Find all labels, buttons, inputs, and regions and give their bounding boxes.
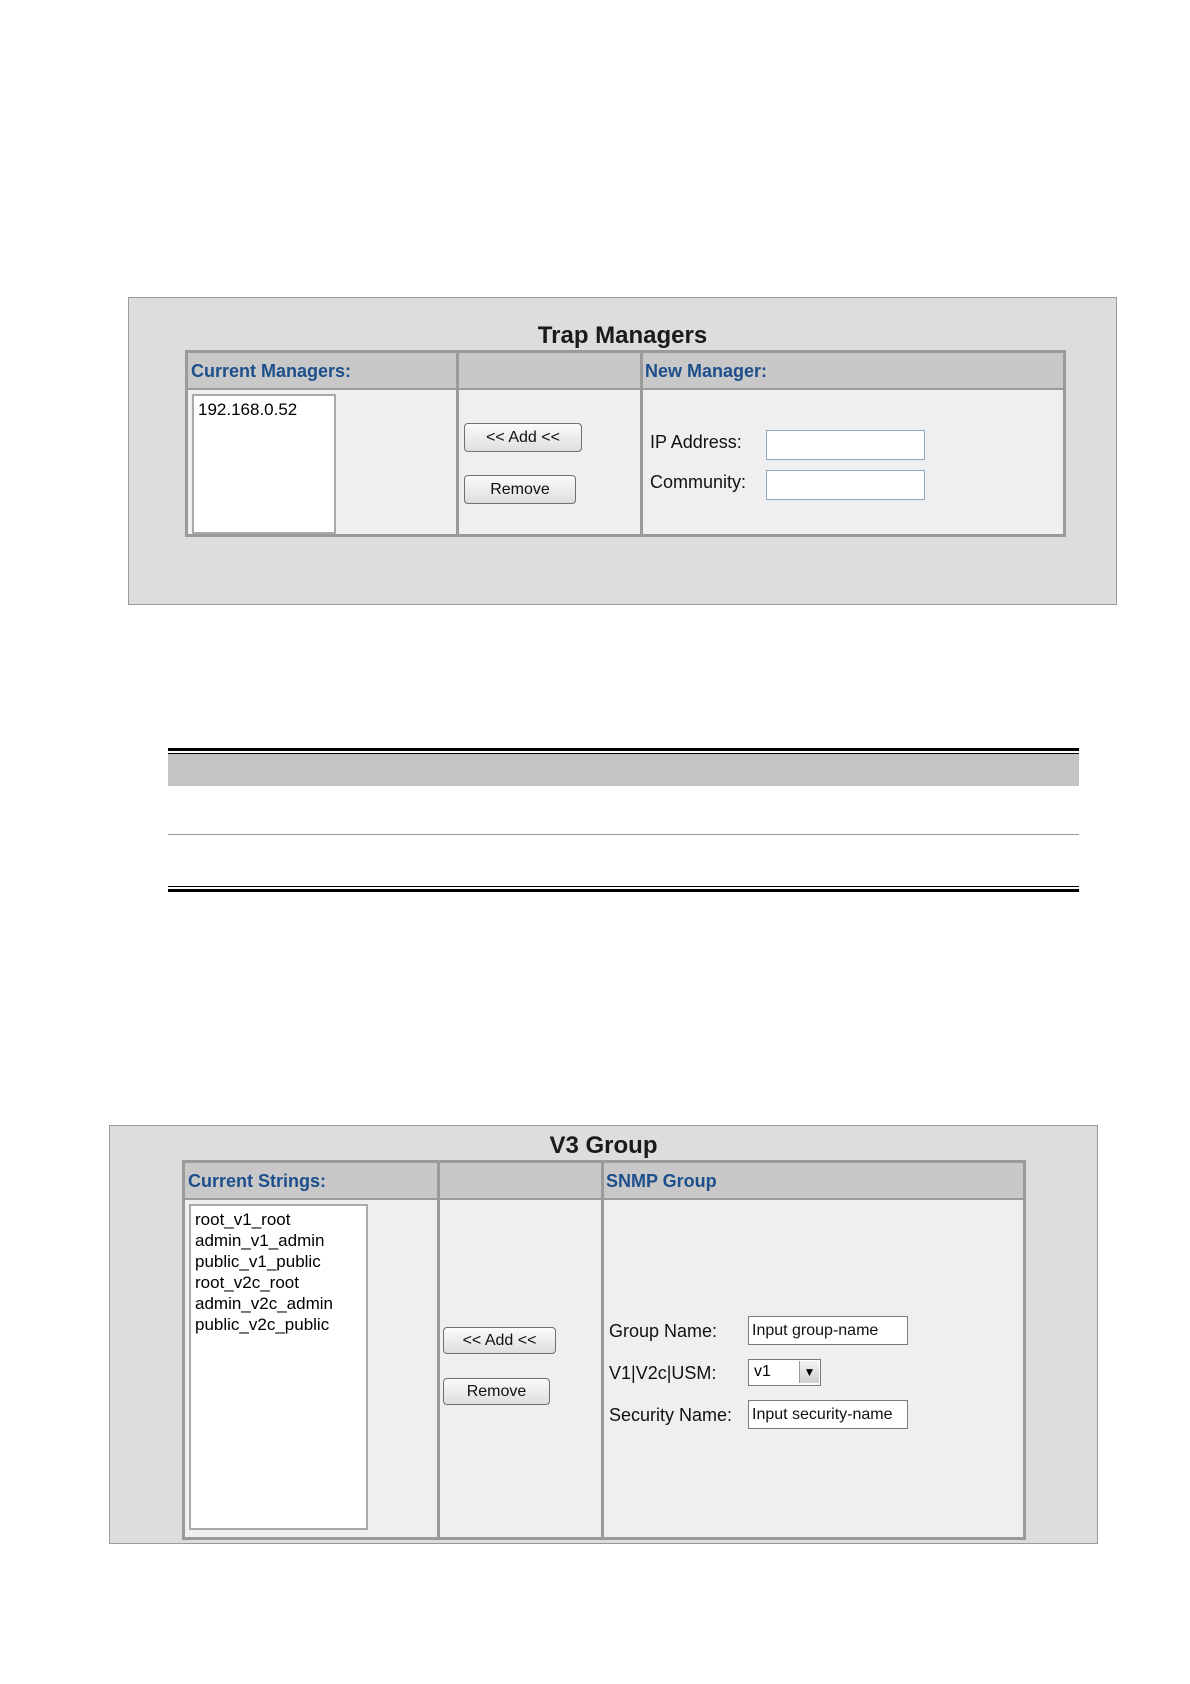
model-label: V1|V2c|USM: [609,1363,717,1383]
add-manager-button[interactable]: << Add << [464,423,582,452]
snmp-group-header: SNMP Group [603,1163,1023,1200]
trap-managers-panel [128,297,1117,605]
trap-managers-title: Trap Managers [537,322,708,349]
table-bottom-rule-thin [168,886,1079,887]
list-item[interactable]: 192.168.0.52 [198,400,298,419]
v3-group-panel [109,1125,1098,1544]
current-strings-list[interactable] [189,1204,368,1530]
list-item[interactable]: root_v2c_root [195,1273,299,1292]
table-top-rule [168,748,1079,751]
list-item[interactable]: admin_v1_admin [195,1231,325,1250]
column-divider [640,353,643,534]
v3-group-title: V3 Group [549,1132,658,1159]
table-divider [168,834,1079,835]
middle-header [439,1163,603,1200]
middle-header [458,353,642,390]
remove-group-button[interactable]: Remove [443,1378,550,1405]
current-managers-header: Current Managers: [188,353,458,390]
list-item[interactable]: public_v1_public [195,1252,321,1271]
column-divider [601,1163,604,1537]
group-name-label: Group Name: [609,1321,718,1341]
list-item[interactable]: admin_v2c_admin [195,1294,333,1313]
remove-manager-button[interactable]: Remove [464,475,576,504]
ip-address-input[interactable] [766,430,925,460]
security-name-input[interactable]: Input security-name [748,1400,908,1429]
security-name-label: Security Name: [609,1405,733,1425]
community-input[interactable] [766,470,925,500]
new-manager-header: New Manager: [642,353,1063,390]
model-select-value: v1 [754,1363,771,1380]
add-group-button[interactable]: << Add << [443,1327,556,1354]
chevron-down-icon[interactable]: ▼ [799,1361,819,1383]
column-divider [456,353,459,534]
trap-managers-table [185,350,1066,537]
current-managers-list[interactable] [192,394,336,534]
list-item[interactable]: public_v2c_public [195,1315,330,1334]
column-divider [437,1163,440,1537]
model-select[interactable] [748,1359,821,1386]
group-name-input[interactable]: Input group-name [748,1316,908,1345]
ip-address-label: IP Address: [650,432,742,452]
current-strings-header: Current Strings: [185,1163,439,1200]
list-item[interactable]: root_v1_root [195,1210,291,1229]
table-bottom-rule [168,889,1079,892]
community-label: Community: [650,472,747,492]
table-header-band [168,754,1079,786]
v3-group-table [182,1160,1026,1540]
